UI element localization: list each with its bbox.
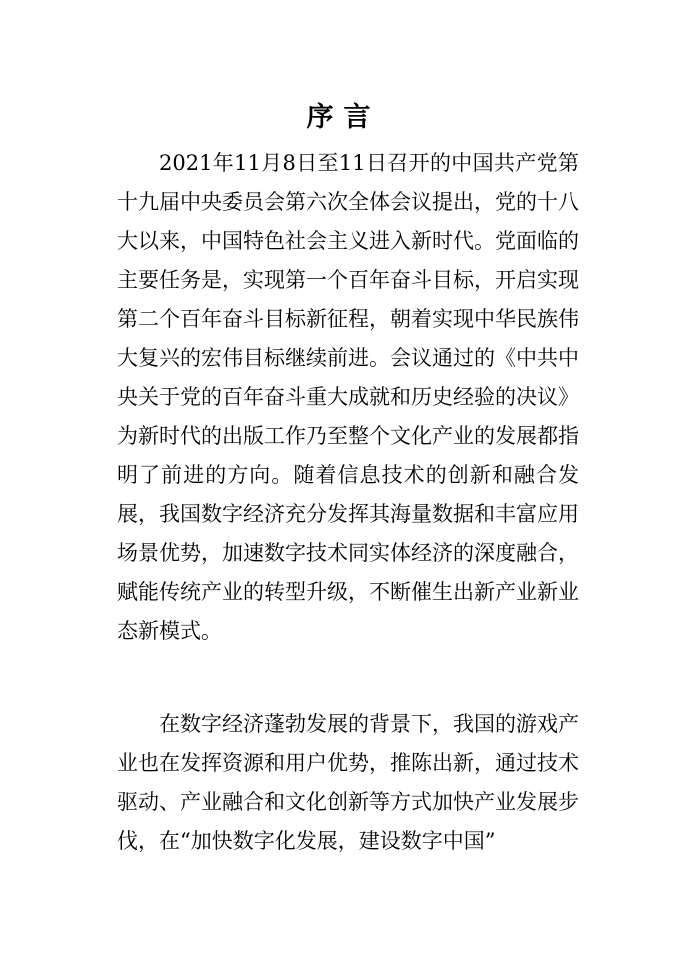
paragraph-1: 2021年11月8日至11日召开的中国共产党第十九届中央委员会第六次全体会议提出，党的十八大以来，中国特色社会主义进入新时代。党面临的主要任务是，实现第一个百年奋斗目标，开启实现第二个百年奋斗目标新征程，朝着实现中华民族伟大复兴的宏伟目标继续前进。会议通过的《中共中央关于党的百年奋斗重大成就和历史经验的决议》为新时代的出版工作乃至整个文化产业的发展都指明了前进的方向。随着信息技术的创新和融合发展，我国数字经济充分发挥其海量数据和丰富应用场景优势，加速数字技术同实体经济的深度融合，赋能传统产业的转型升级，不断催生出新产业新业态新模式。 bbox=[117, 151, 579, 643]
paragraph-2: 在数字经济蓬勃发展的背景下，我国的游戏产业也在发挥资源和用户优势，推陈出新，通过技术驱动、产业融合和文化创新等方式加快产业发展步伐，在“加快数字化发展，建设数字中国” bbox=[117, 712, 579, 853]
page-title: 序言 bbox=[306, 102, 381, 133]
